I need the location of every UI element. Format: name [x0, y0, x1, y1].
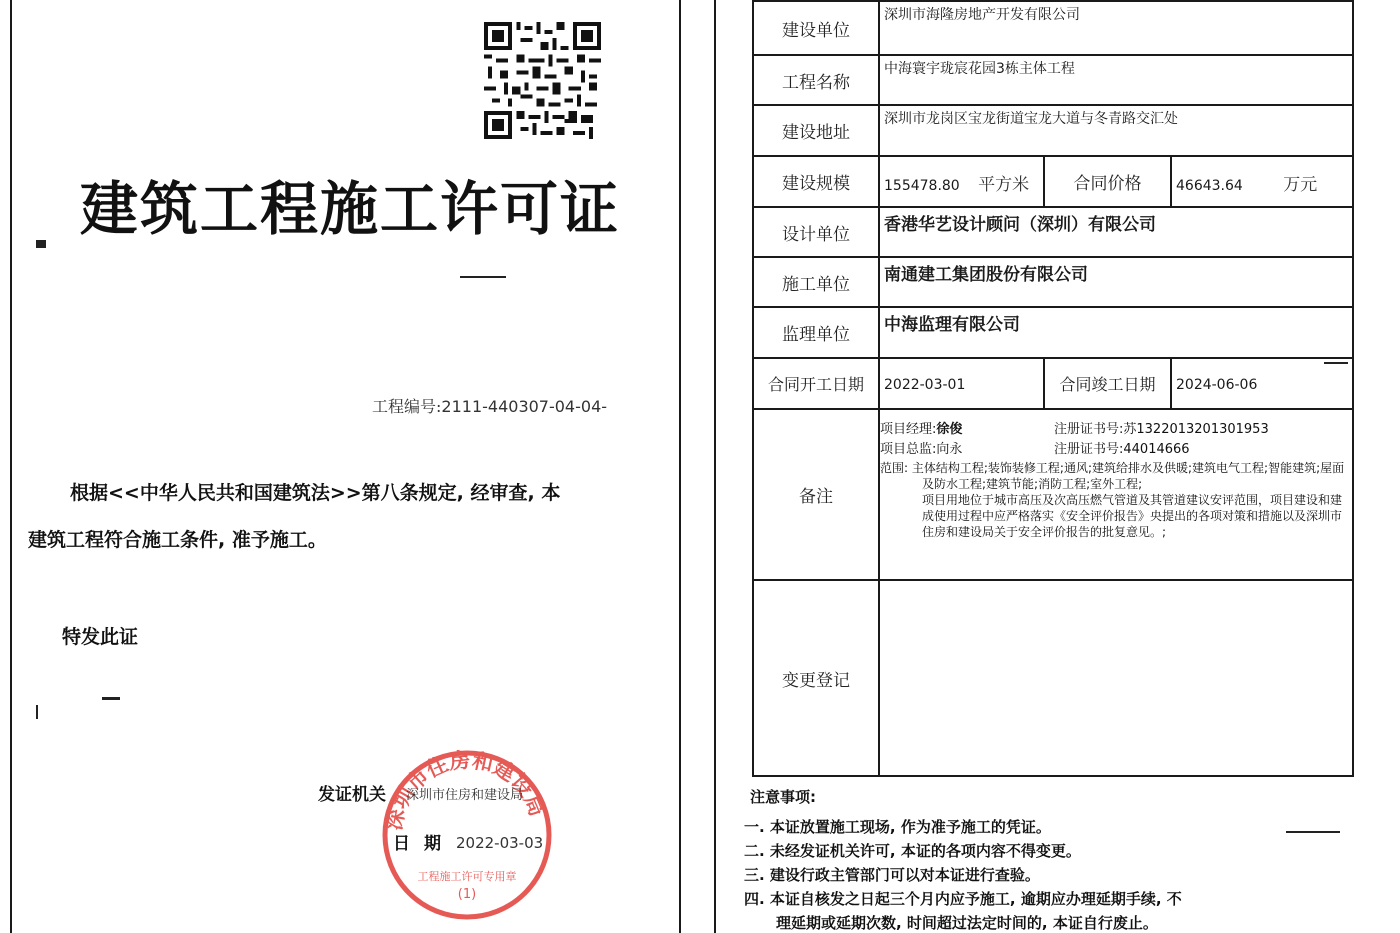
notice-item: 二. 未经发证机关许可, 本证的各项内容不得变更。: [744, 842, 1081, 860]
start-date-label: 合同开工日期: [753, 358, 879, 409]
scan-artifact: [36, 705, 38, 719]
issuer-label: 发证机关: [318, 785, 386, 805]
certificate-back-page: [714, 0, 1400, 933]
page-border-right: [679, 0, 681, 933]
pm-value: 徐俊: [936, 422, 963, 437]
scan-artifact: [102, 697, 120, 700]
notice-item: 三. 建设行政主管部门可以对本证进行查验。: [744, 866, 1040, 884]
table-row: [753, 580, 1353, 776]
notice-title: 注意事项:: [750, 788, 816, 806]
price-value: 46643.64: [1176, 178, 1243, 194]
issuer-value: 深圳市住房和建设局: [406, 788, 524, 803]
supervisor-value: 向永: [936, 442, 963, 457]
end-date-value: 2024-06-06: [1171, 358, 1353, 409]
scale-cell: [879, 156, 1044, 207]
scale-value: 155478.80: [884, 178, 960, 194]
certificate-front-page: [0, 0, 686, 933]
table-row: [753, 156, 1353, 207]
svg-text:(1): (1): [457, 887, 477, 902]
price-label: 合同价格: [1044, 156, 1171, 207]
scope-value: 主体结构工程;装饰装修工程;通风;建筑给排水及供暖;建筑电气工程;智能建筑;屋面及防水工程;建筑节能;消防工程;室外工程;: [911, 461, 1345, 491]
price-unit: 万元: [1283, 175, 1318, 195]
project-number-value: 2111-440307-04-04-: [441, 397, 608, 416]
certificate-body-line-2: 建筑工程符合施工条件, 准予施工。: [28, 529, 327, 551]
table-row: [753, 105, 1353, 156]
supervision-value: 中海监理有限公司: [879, 307, 1353, 358]
certificate-body-line-1: 根据<<中华人民共和国建筑法>>第八条规定, 经审查, 本: [70, 482, 561, 504]
scan-artifact: [1324, 362, 1348, 364]
table-row: [753, 307, 1353, 358]
pm-cert-value: 苏1322013201301953: [1123, 422, 1269, 437]
scope-note: 项目用地位于城市高压及次高压燃气管道及其管道建议安评范围，项目建设和建成使用过程中应严格落实《安全评价报告》央提出的各项对策和措施以及深圳市住房和建设局关于安全评价报告的批复意见。;: [922, 493, 1343, 539]
supervisor-cert-label: 注册证书号:: [1054, 442, 1124, 457]
svg-text:工程施工许可专用章: 工程施工许可专用章: [417, 870, 517, 883]
project-number-label: 工程编号:: [372, 397, 442, 416]
construction-label: 施工单位: [753, 257, 879, 307]
project-name-value: 中海寰宇珑宸花园3栋主体工程: [879, 55, 1353, 105]
issue-date-label: 日期: [393, 834, 455, 854]
table-row: [753, 409, 1353, 580]
table-row: [753, 55, 1353, 105]
scale-unit: 平方米: [978, 175, 1030, 195]
notice-item: 理延期或延期次数, 时间超过法定时间的, 本证自行废止。: [776, 914, 1158, 932]
scan-artifact: [36, 240, 46, 248]
pm-cert-label: 注册证书号:: [1054, 422, 1124, 437]
notes-cell: [879, 409, 1353, 580]
construction-value: 南通建工集团股份有限公司: [879, 257, 1353, 307]
change-record-label: 变更登记: [753, 580, 879, 776]
permit-details-table: [752, 0, 1354, 777]
project-number: [372, 394, 607, 417]
address-label: 建设地址: [753, 105, 879, 156]
table-row: [753, 207, 1353, 257]
project-name-label: 工程名称: [753, 55, 879, 105]
table-row: [753, 358, 1353, 409]
design-value: 香港华艺设计顾问（深圳）有限公司: [879, 207, 1353, 257]
table-row: [753, 1, 1353, 55]
notice-item: 四. 本证自核发之日起三个月内应予施工, 逾期应办理延期手续, 不: [744, 890, 1182, 908]
start-date-value: 2022-03-01: [879, 358, 1044, 409]
issue-date-value: 2022-03-03: [456, 834, 544, 852]
end-date-label: 合同竣工日期: [1044, 358, 1171, 409]
change-record-cell: [879, 580, 1353, 776]
qr-code-icon: [484, 22, 601, 139]
builder-value: 深圳市海隆房地产开发有限公司: [879, 1, 1353, 55]
page-border-left: [714, 0, 716, 933]
notes-label: 备注: [753, 409, 879, 580]
scale-label: 建设规模: [753, 156, 879, 207]
design-label: 设计单位: [753, 207, 879, 257]
scope-label: 范围:: [880, 461, 909, 475]
svg-text:深圳市住房和建设局: 深圳市住房和建设局: [381, 747, 550, 833]
table-row: [753, 257, 1353, 307]
scope-block: [880, 460, 1350, 540]
certificate-title: 建筑工程施工许可证: [80, 175, 621, 243]
page-border-left: [10, 0, 12, 933]
special-issue-text: 特发此证: [62, 626, 139, 648]
pm-label: 项目经理:: [880, 422, 937, 437]
price-cell: [1171, 156, 1353, 207]
supervisor-label: 项目总监:: [880, 442, 937, 457]
notice-item: 一. 本证放置施工现场, 作为准予施工的凭证。: [744, 818, 1051, 836]
address-value: 深圳市龙岗区宝龙街道宝龙大道与冬青路交汇处: [879, 105, 1353, 156]
scan-artifact: [460, 276, 506, 278]
scan-artifact: [1286, 831, 1340, 833]
builder-label: 建设单位: [753, 1, 879, 55]
supervision-label: 监理单位: [753, 307, 879, 358]
supervisor-cert-value: 44014666: [1123, 442, 1190, 457]
